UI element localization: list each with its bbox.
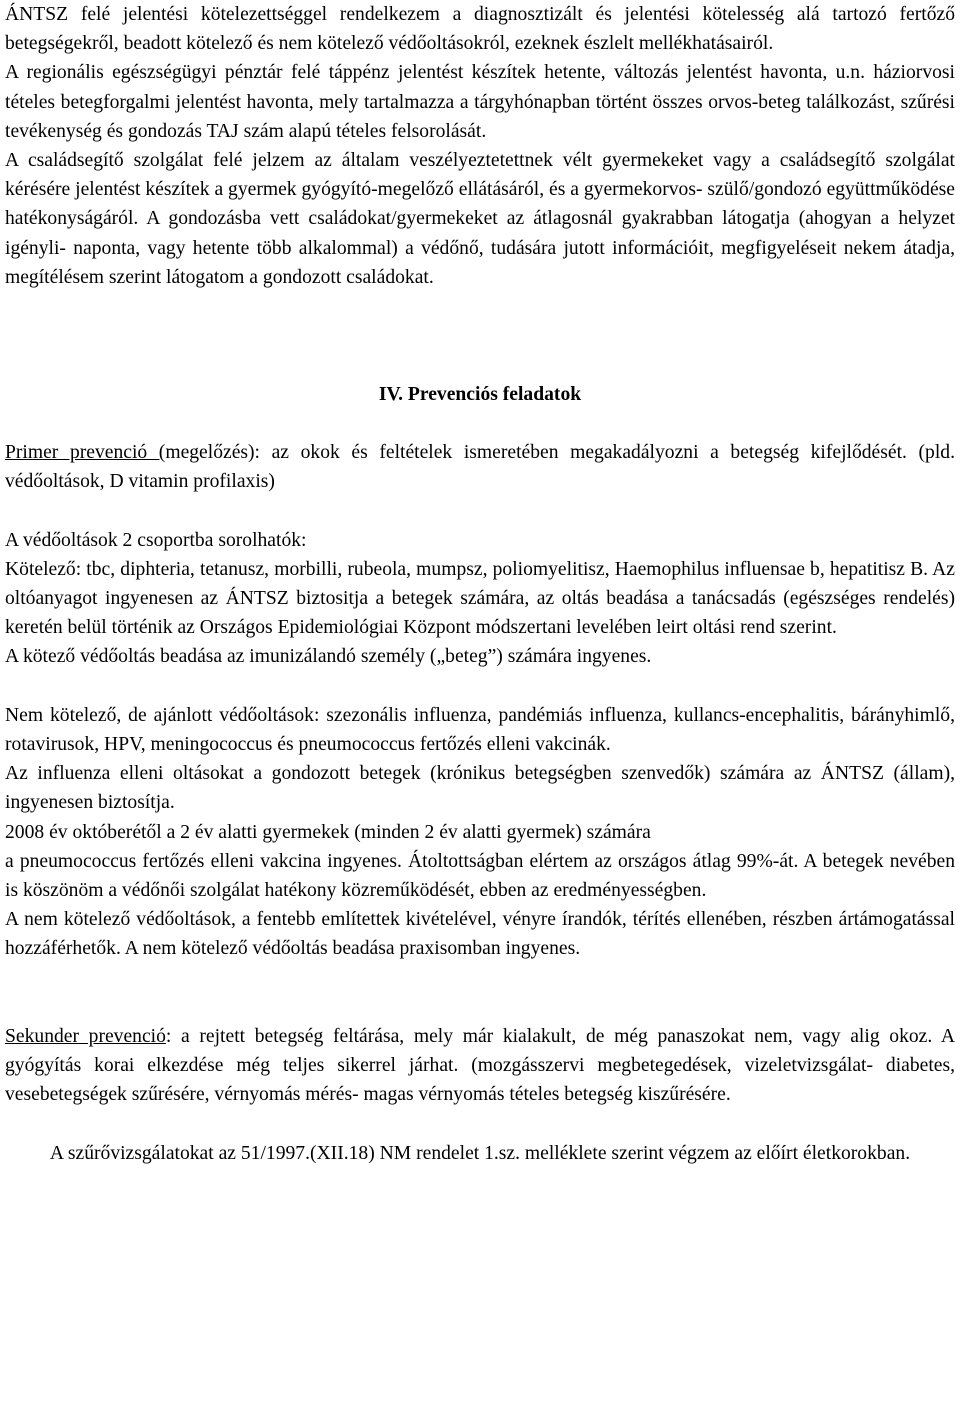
primer-text: megelőzés): az okok és feltételek ismeretében megakadályozni a betegség kifejlődését. (pld. védőoltások, D vitamin profilaxis) bbox=[5, 442, 955, 493]
paragraph-mandatory-free: A kötező védőoltás beadása az imunizálandó személy („beteg”) számára ingyenes. bbox=[5, 646, 652, 668]
section-heading bbox=[5, 380, 955, 409]
paragraph-primer-prevention bbox=[5, 438, 955, 496]
spacer bbox=[5, 409, 955, 438]
paragraph-reporting-antsz: ÁNTSZ felé jelentési kötelezettséggel rendelkezem a diagnosztizált és jelentési kötelesség alá tartozó fertőző betegségekről, beadott kötelező és nem kötelező védőoltásokról, ezeknek észlelt mellékhatásairól. bbox=[5, 4, 955, 55]
sekunder-text: : a rejtett betegség feltárása, mely már kialakult, de még panaszokat nem, vagy alig okoz. A gyógyítás korai elkezdése még teljes sikerrel járhat. (mozgásszervi megbetegedések, vizeletvizsgálat- diabetes, vesebetegségek szűrésére, vérnyomás mérés- magas vérnyomás tételes betegség kiszűrésére. bbox=[5, 1026, 955, 1106]
document-page bbox=[5, 0, 955, 1168]
primer-term: Primer prevenció ( bbox=[5, 442, 166, 464]
sekunder-term: Sekunder prevenció bbox=[5, 1026, 166, 1048]
paragraph-reporting-health-fund: A regionális egészségügyi pénztár felé táppénz jelentést készítek hetente, változás jelentést havonta, u.n. háziorvosi tételes betegforgalmi jelentést havonta, mely tartalmazza a tárgyhónapban történt összes orvos-beteg találkozást, szűrési tevékenység és gondozás TAJ szám alapú tételes felsorolását. bbox=[5, 62, 955, 142]
paragraph-sekunder-prevention bbox=[5, 1022, 955, 1110]
spacer bbox=[5, 496, 955, 525]
paragraph-influenza: Az influenza elleni oltásokat a gondozott betegek (krónikus betegségben szenvedők) számára az ÁNTSZ (állam), ingyenesen biztosítja. bbox=[5, 763, 955, 814]
section-number: IV. bbox=[378, 383, 403, 405]
spacer bbox=[5, 292, 955, 380]
paragraph-mandatory-vaccines: Kötelező: tbc, diphteria, tetanusz, morbilli, rubeola, mumpsz, poliomyelitisz, Haemophilus influensae b, hepatitisz B. Az oltóanyagot ingyenesen az ÁNTSZ biztositja a betegek számára, az oltás beadása a tanácsadás (egészséges rendelés) keretén belül történik az Országos Epidemiológiai Központ módszertani levelében leirt oltási rend szerint. bbox=[5, 558, 955, 639]
paragraph-pneumo-line1: 2008 év októberétől a 2 év alatti gyermekek (minden 2 év alatti gyermek) számára bbox=[5, 821, 651, 843]
paragraph-pneumo-rest: a pneumococcus fertőzés elleni vakcina ingyenes. Átoltottságban elértem az országos átlag 99%-át. A betegek nevében is köszönöm a védőnői szolgálat hatékony közreműködését, ebben az eredményességben. bbox=[5, 850, 955, 902]
footer-paragraph: A szűrővizsgálatokat az 51/1997.(XII.18) NM rendelet 1.sz. melléklete szerint végzem az előírt életkorokban. bbox=[49, 1142, 911, 1164]
paragraph-family-support: A családsegítő szolgálat felé jelzem az általam veszélyeztetettnek vélt gyermekeket vagy a családsegítő szolgálat kérésére jelentést készítek a gyermek gyógyító-megelőző ellátásáról, és a gyermekorvos- szülő/gondozó együttműködése hatékonyságáról. A gondozásba vett családokat/gyermekeket az átlagosnál gyakrabban látogatja (ahogyan a helyzet igényli- naponta, vagy hetente több alkalommal) a védőnő, tudására jutott információit, megfigyeléseit nekem átadja, megítélésem szerint látogatom a gondozott családokat. bbox=[5, 150, 955, 288]
spacer bbox=[5, 1110, 955, 1139]
spacer bbox=[5, 964, 955, 1022]
vaccines-intro: A védőoltások 2 csoportba sorolhatók: bbox=[5, 529, 307, 551]
paragraph-optional-vaccines: Nem kötelező, de ajánlott védőoltások: szezonális influenza, pandémiás influenza, kullancs-encephalitis, bárányhimlő, rotavirusok, HPV, meningococcus és pneumococcus fertőzés elleni vakcinák. bbox=[5, 704, 955, 756]
paragraph-non-mandatory: A nem kötelező védőoltások, a fentebb említettek kivételével, vényre írandók, térítés ellenében, részben ártámogatással hozzáférhetők. A nem kötelező védőoltás beadása praxisomban ingyenes. bbox=[5, 909, 955, 960]
spacer bbox=[5, 672, 955, 701]
section-title: Prevenciós feladatok bbox=[407, 383, 582, 405]
